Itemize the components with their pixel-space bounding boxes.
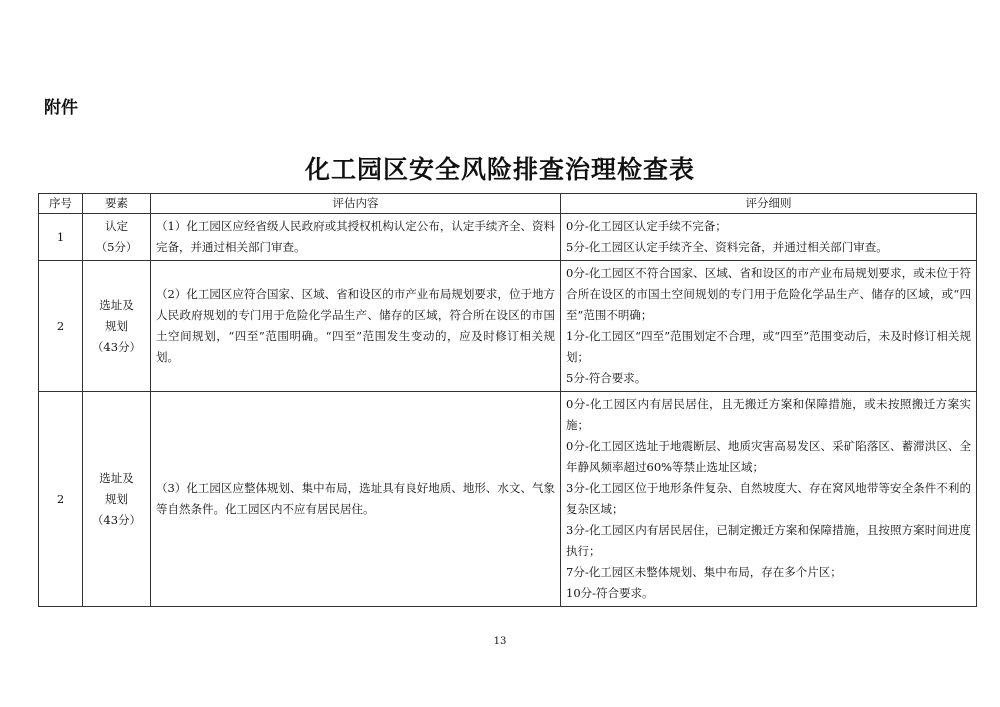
table-row	[39, 392, 977, 607]
element-line: 选址及	[99, 297, 134, 312]
header-content: 评估内容	[151, 194, 561, 214]
row-rules	[561, 214, 977, 261]
row-rules	[561, 261, 977, 392]
row-index: 1	[39, 214, 83, 261]
rule-item: 0分-化工园区不符合国家、区域、省和设区的市产业布局规划要求，或未位于符合所在设区的市国土空间规划的专门用于危险化学品生产、储存的区域，或“四至”范围不明确；	[566, 266, 971, 322]
table-header-row	[39, 194, 977, 214]
table-row	[39, 214, 977, 261]
row-element	[83, 261, 151, 392]
element-line: 规划	[105, 318, 128, 333]
inspection-table	[38, 193, 977, 607]
rule-item: 1分-化工园区“四至”范围划定不合理，或“四至”范围变动后，未及时修订相关规划；	[566, 329, 971, 364]
element-line: （5分）	[95, 240, 138, 254]
rule-item: 0分-化工园区内有居民居住，且无搬迁方案和保障措施，或未按照搬迁方案实施；	[566, 397, 971, 432]
row-index: 2	[39, 392, 83, 607]
rule-item: 7分-化工园区未整体规划、集中布局，存在多个片区；	[566, 565, 842, 579]
header-rules: 评分细则	[561, 194, 977, 214]
element-line: （43分）	[91, 512, 142, 527]
row-index: 2	[39, 261, 83, 392]
row-content: （2）化工园区应符合国家、区域、省和设区的市产业布局规划要求，位于地方人民政府规划的专门用于危险化学品生产、储存的区域，符合所在设区的市国土空间规划，“四至”范围明确。“四至”范围发生变动的，应及时修订相关规划。	[151, 261, 561, 392]
header-element: 要素	[83, 194, 151, 214]
rule-item: 3分-化工园区内有居民居住，已制定搬迁方案和保障措施，且按照方案时间进度执行；	[566, 523, 971, 558]
rule-item: 0分-化工园区认定手续不完备；	[566, 219, 727, 233]
page-number: 13	[493, 636, 507, 647]
page-title: 化工园区安全风险排查治理检查表	[304, 155, 695, 184]
element-line: 认定	[105, 219, 128, 233]
rule-item: 10分-符合要求。	[566, 586, 654, 600]
table-row	[39, 261, 977, 392]
rule-item: 5分-符合要求。	[566, 371, 647, 385]
row-rules	[561, 392, 977, 607]
row-element	[83, 392, 151, 607]
element-line: 规划	[105, 491, 128, 506]
row-content: （1）化工园区应经省级人民政府或其授权机构认定公布，认定手续齐全、资料完备，并通过相关部门审查。	[151, 214, 561, 261]
rule-item: 3分-化工园区位于地形条件复杂、自然坡度大、存在窝风地带等安全条件不利的复杂区域；	[566, 481, 971, 516]
attachment-label: 附件	[44, 98, 78, 118]
element-line: 选址及	[99, 470, 134, 485]
row-content: （3）化工园区应整体规划、集中布局，选址具有良好地质、地形、水文、气象等自然条件。化工园区内不应有居民居住。	[151, 392, 561, 607]
row-element	[83, 214, 151, 261]
element-line: （43分）	[91, 339, 142, 354]
header-index: 序号	[39, 194, 83, 214]
rule-item: 0分-化工园区选址于地震断层、地质灾害高易发区、采矿陷落区、蓄滞洪区、全年静风频率超过60%等禁止选址区域；	[566, 439, 971, 474]
rule-item: 5分-化工园区认定手续齐全、资料完备，并通过相关部门审查。	[566, 240, 888, 254]
